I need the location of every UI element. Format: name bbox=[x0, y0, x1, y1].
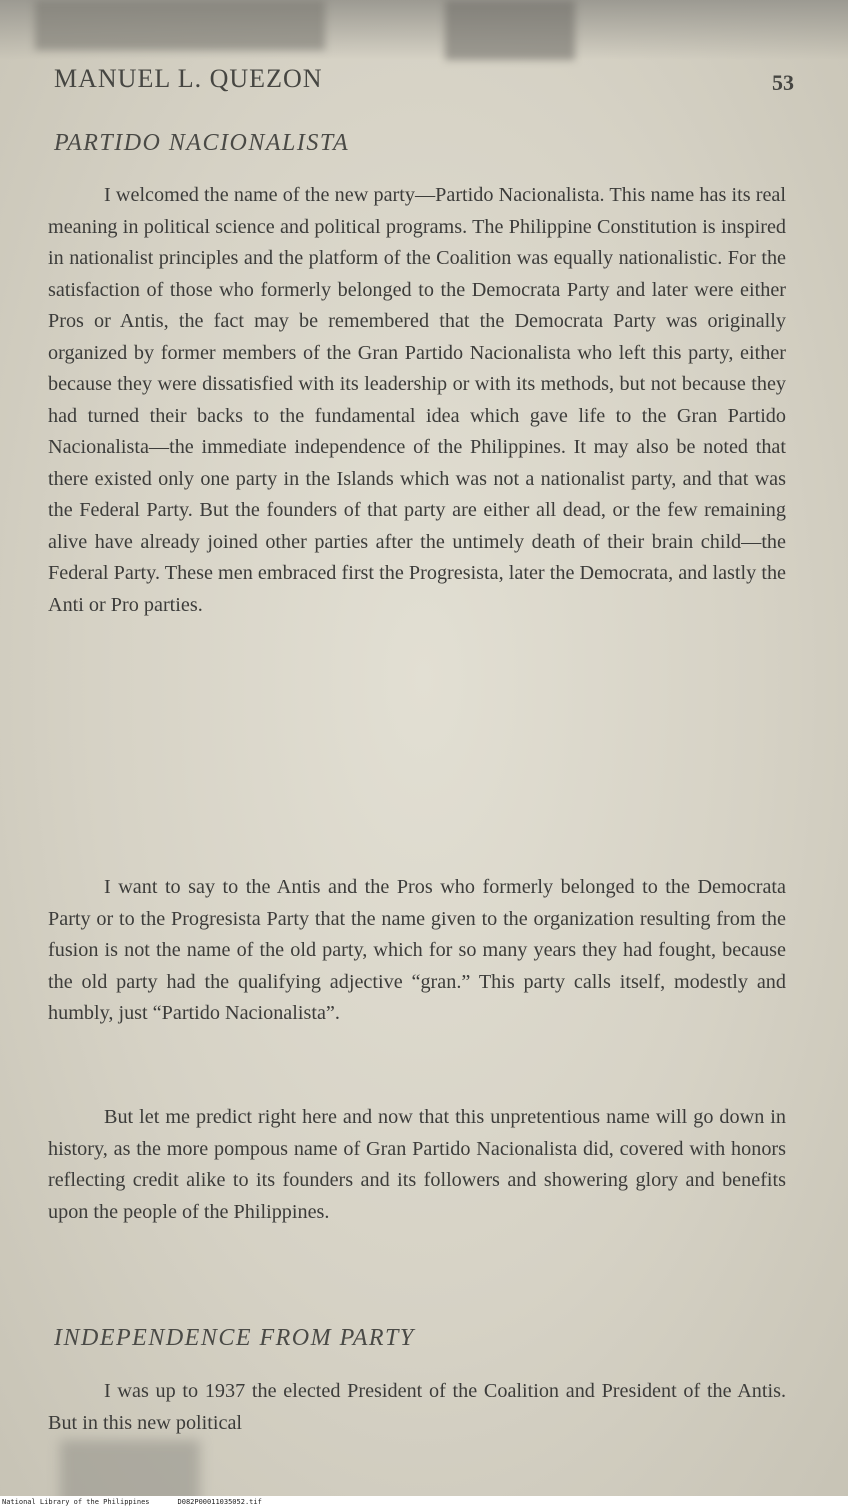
footer-library: National Library of the Philippines bbox=[2, 1498, 150, 1506]
paragraph: I was up to 1937 the elected President of the Coalition and President of the Antis. But in this new political bbox=[48, 1380, 786, 1434]
scan-smudge bbox=[445, 0, 575, 60]
paragraph: I welcomed the name of the new party—Partido Nacionalista. This name has its real meaning in political science and political programs. The Philippine Constitution is inspired in nationalist principles and the platform of the Coalition was equally nationalistic. For the satisfaction of those who formerly belonged to the Democrata Party and later were either Pros or Antis, the fact may be remembered that the Democrata Party was originally organized by former members of the Gran Partido Nacionalista who left this party, either because they were dissatisfied with its leadership or with its methods, but not because they had turned their backs to the fundamental idea which gave life to the Gran Partido Nacionalista—the immediate independence of the Philippines. It may also be noted that there existed only one party in the Islands which was not a nationalist party, and that was the Federal Party. But the founders of that party are either all dead, or the few remaining alive have already joined other parties after the untimely death of their brain child—the Federal Party. These men embraced first the Progresista, later the Democrata, and lastly the Anti or Pro parties. bbox=[48, 184, 786, 616]
paragraph: But let me predict right here and now that this unpretentious name will go down in history, as the more pompous name of Gran Partido Nacionalista did, covered with honors reflecting credit alike to its founders and its followers and showering glory and benefits upon the people of the Philippines. bbox=[48, 1106, 786, 1223]
page-number: 53 bbox=[772, 70, 794, 95]
scan-footer bbox=[0, 1496, 848, 1508]
running-head-author: MANUEL L. QUEZON bbox=[54, 64, 323, 93]
section-heading: PARTIDO NACIONALISTA bbox=[54, 130, 350, 156]
scan-smudge bbox=[35, 0, 325, 50]
footer-file-id: D082P00011035052.tif bbox=[177, 1498, 262, 1506]
section-heading: INDEPENDENCE FROM PARTY bbox=[54, 1325, 415, 1351]
running-head bbox=[54, 64, 794, 104]
paragraph: I want to say to the Antis and the Pros who formerly belonged to the Democrata Party or to the Progresista Party that the name given to the organization resulting from the fusion is not the name of the old party, which for so many years they had fought, because the old party had the qualifying adjective “gran.” This party calls itself, modestly and humbly, just “Partido Nacionalista”. bbox=[48, 876, 786, 1024]
